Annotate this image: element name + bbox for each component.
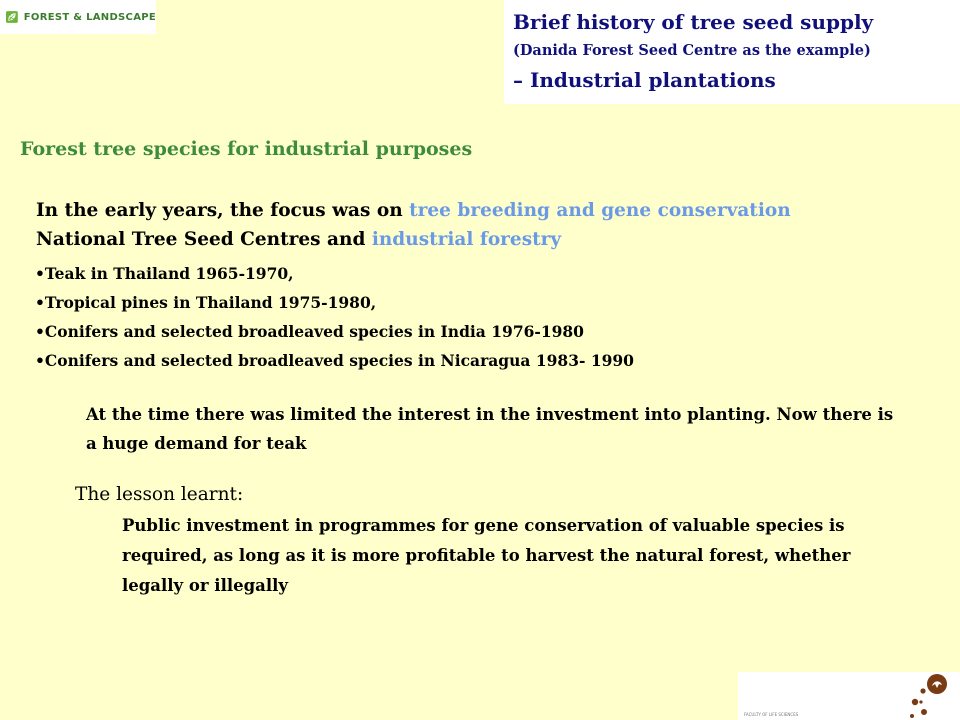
list-item: • Tropical pines in Thailand 1975-1980, xyxy=(35,288,634,317)
intro-highlight-2: industrial forestry xyxy=(371,229,562,250)
list-item: • Conifers and selected broadleaved species in India 1976-1980 xyxy=(35,317,634,346)
title-line-2: (Danida Forest Seed Centre as the example) xyxy=(513,42,871,59)
intro-text-2: National Tree Seed Centres and xyxy=(36,229,372,250)
lesson-heading: The lesson learnt: xyxy=(75,484,244,505)
intro-text-1: In the early years, the focus was on xyxy=(36,200,410,221)
intro-paragraph xyxy=(36,196,936,254)
lesson-body: Public investment in programmes for gene conservation of valuable species is required, as long as it is more profitable to harvest the natural forest, whether legally or illegally xyxy=(122,516,851,595)
logo-text: FOREST & LANDSCAPE xyxy=(23,11,156,23)
faculty-crest-logo xyxy=(738,672,960,720)
title-line-1: Brief history of tree seed supply xyxy=(513,10,874,34)
list-item: • Conifers and selected broadleaved species in Nicaragua 1983- 1990 xyxy=(35,346,634,375)
intro-highlight-1: tree breeding and gene conservation xyxy=(409,200,791,221)
slide-title-box xyxy=(504,0,960,104)
list-item: • Teak in Thailand 1965-1970, xyxy=(35,259,634,288)
forest-landscape-logo xyxy=(0,0,156,34)
crest-seal-icon xyxy=(908,672,960,720)
leaf-grid-icon xyxy=(6,6,18,28)
intro-line-2 xyxy=(36,225,936,254)
crest-caption: FACULTY OF LIFE SCIENCES xyxy=(744,712,799,717)
section-subtitle: Forest tree species for industrial purposes xyxy=(20,138,473,160)
project-list xyxy=(35,259,634,375)
title-line-3: – Industrial plantations xyxy=(513,68,776,92)
investment-note: At the time there was limited the interest in the investment into planting. Now there is a huge demand for teak xyxy=(86,405,894,453)
intro-line-1 xyxy=(36,196,936,225)
